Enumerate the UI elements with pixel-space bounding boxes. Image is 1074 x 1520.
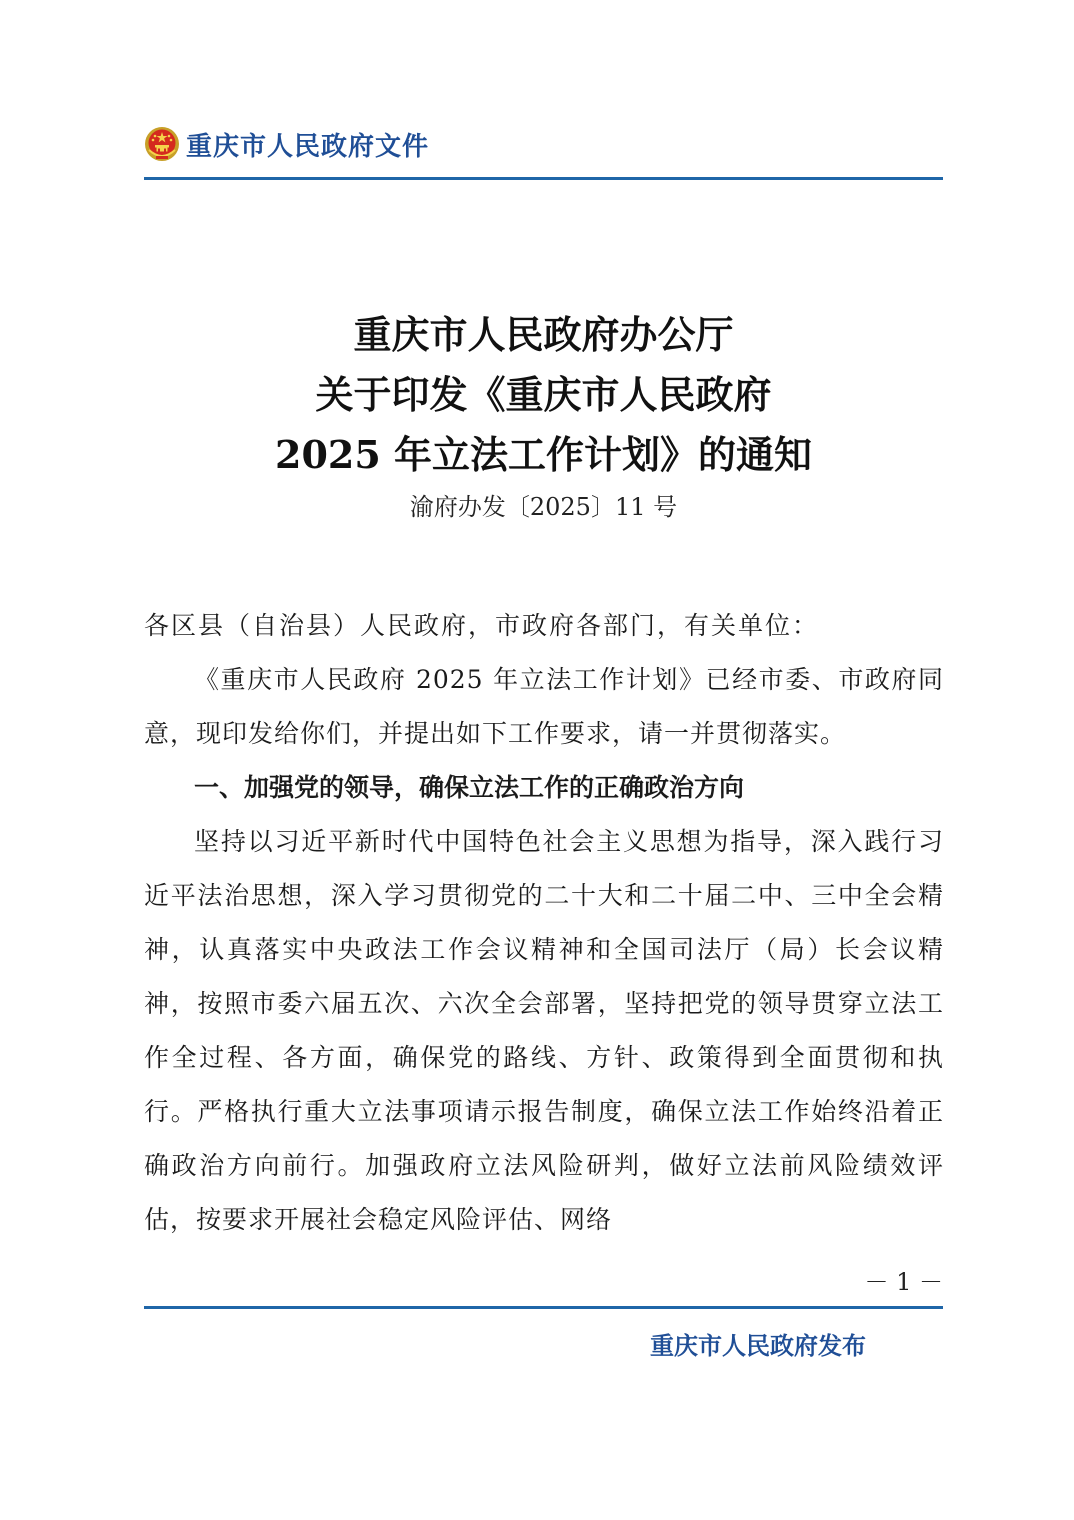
footer-divider [144, 1306, 943, 1309]
publisher-footer: 重庆市人民政府发布 [650, 1332, 866, 1360]
document-body [144, 599, 944, 1247]
document-header [144, 122, 429, 166]
document-number: 渝府办发〔2025〕11 号 [409, 493, 678, 521]
addressee-line: 各区县（自治县）人民政府，市政府各部门，有关单位： [144, 611, 820, 640]
section-paragraph-1: 坚持以习近平新时代中国特色社会主义思想为指导，深入践行习近平法治思想，深入学习贯彻党的二十大和二十届二中、三中全会精神，认真落实中央政法工作会议精神和全国司法厅（局）长会议精神，按照市委六届五次、六次全会部署，坚持把党的领导贯穿立法工作全过程、各方面，确保党的路线、方针、政策得到全面贯彻和执行。严格执行重大立法事项请示报告制度，确保立法工作始终沿着正确政治方向前行。加强政府立法风险研判，做好立法前风险绩效评估，按要求开展社会稳定风险评估、网络 [144, 827, 944, 1234]
header-divider [144, 177, 943, 180]
title-line-3: 2025 年立法工作计划》的通知 [275, 432, 812, 477]
title-line-2: 关于印发《重庆市人民政府 [315, 372, 772, 417]
document-title-block [144, 305, 943, 527]
section-heading-1: 一、加强党的领导，确保立法工作的正确政治方向 [194, 773, 745, 802]
title-line-1: 重庆市人民政府办公厅 [353, 312, 734, 357]
page-number: － 1 － [864, 1268, 943, 1296]
national-emblem-icon [144, 126, 180, 162]
issuer-header-title: 重庆市人民政府文件 [186, 131, 430, 162]
intro-paragraph: 《重庆市人民政府 2025 年立法工作计划》已经市委、市政府同意，现印发给你们，并提出如下工作要求，请一并贯彻落实。 [144, 665, 944, 748]
